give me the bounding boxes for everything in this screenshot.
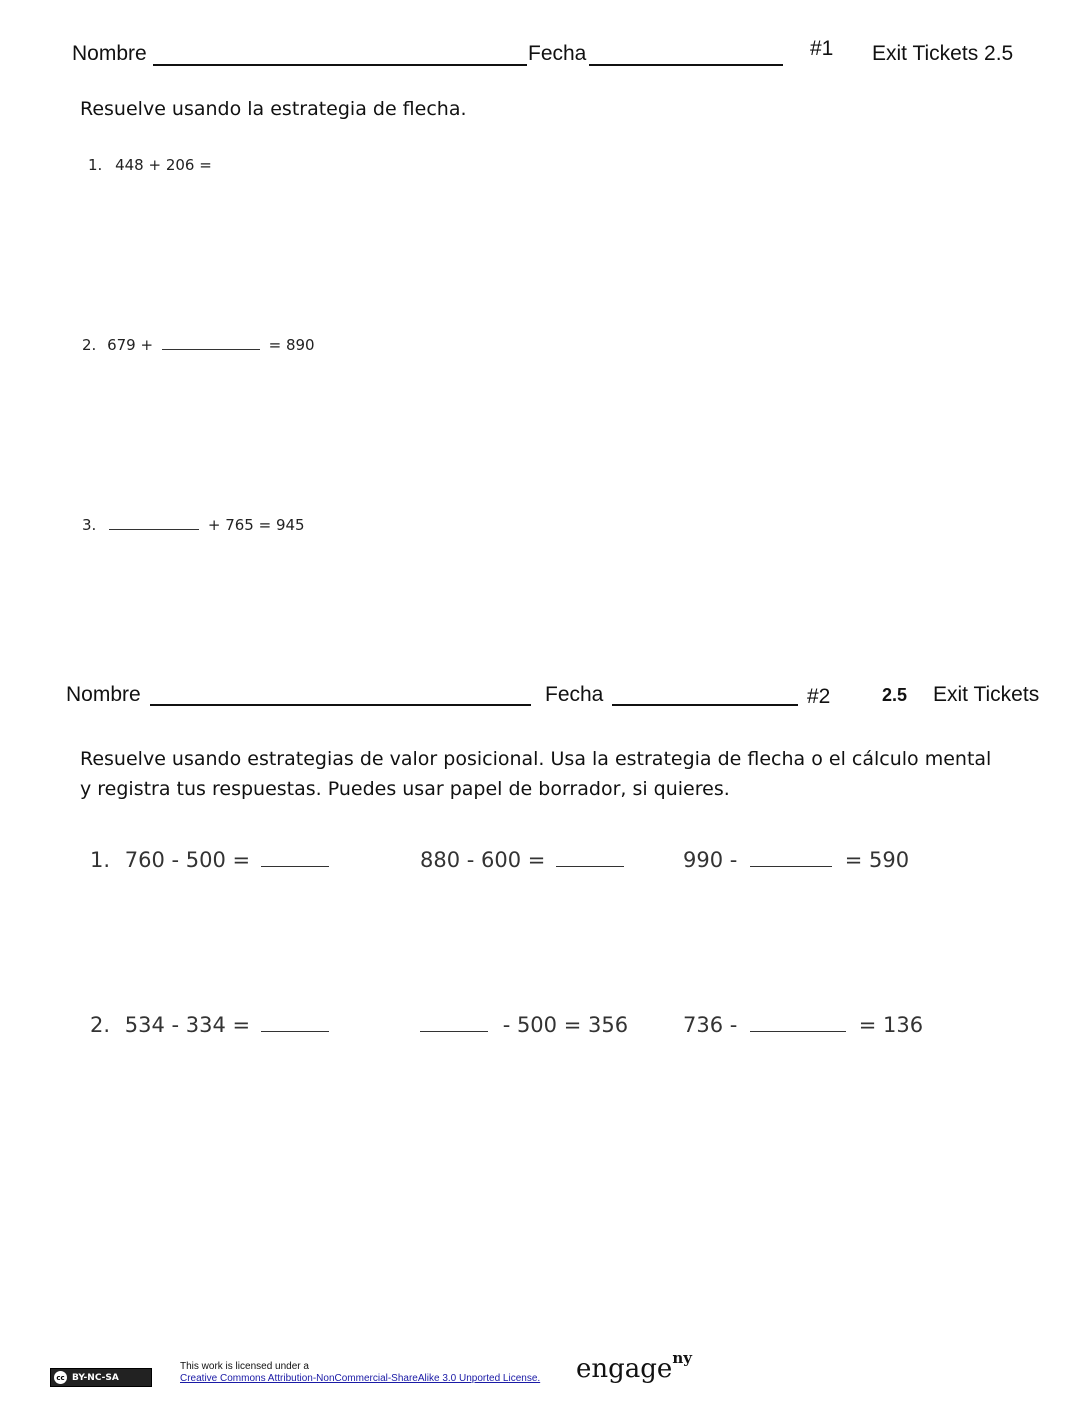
answer-blank[interactable] (750, 866, 832, 867)
ticket2-problem-1b (420, 848, 624, 872)
ticket2-instruction-line-1: Resuelve usando estrategias de valor posicional. Usa la estrategia de flecha o el cálculo mental (80, 748, 992, 770)
ticket2-lesson: 2.5 (882, 685, 908, 705)
ticket1-problem-3 (82, 516, 305, 534)
ticket1-problem-2 (82, 336, 315, 354)
problem-number: 1. (88, 156, 103, 174)
ticket1-instruction: Resuelve usando la estrategia de flecha. (80, 98, 467, 120)
ticket2-date-label: Fecha (545, 683, 604, 706)
creative-commons-badge[interactable] (50, 1368, 152, 1387)
answer-blank[interactable] (162, 349, 260, 350)
problem-number: 3. (82, 516, 97, 534)
problem-right: - 500 = 356 (502, 1013, 629, 1037)
problem-right: = 890 (268, 336, 315, 354)
problem-text: 880 - 600 = (420, 848, 546, 872)
ticket1-number: #1 (810, 37, 834, 60)
cc-icon: cc (54, 1371, 67, 1384)
engageny-logo (576, 1349, 692, 1384)
engageny-logo-main: engage (576, 1354, 673, 1384)
cc-badge-label: BY-NC-SA (72, 1372, 119, 1383)
problem-right: + 765 = 945 (207, 516, 305, 534)
ticket2-problem-2c (683, 1013, 923, 1037)
problem-text: 534 - 334 = (124, 1013, 251, 1037)
ticket2-date-line[interactable] (612, 704, 798, 706)
answer-blank[interactable] (556, 866, 624, 867)
ticket1-problem-1 (88, 156, 212, 174)
answer-blank[interactable] (261, 866, 329, 867)
answer-blank[interactable] (109, 529, 199, 530)
ticket2-problem-1a (90, 848, 329, 872)
ticket1-name-line[interactable] (153, 64, 527, 66)
problem-right: = 136 (858, 1013, 924, 1037)
ticket2-instruction-line-2: y registra tus respuestas. Puedes usar papel de borrador, si quieres. (80, 778, 730, 800)
problem-left: 679 + (107, 336, 154, 354)
ticket2-name-line[interactable] (150, 704, 531, 706)
problem-left: 990 - (683, 848, 738, 872)
problem-text: 760 - 500 = (124, 848, 251, 872)
ticket1-name-label: Nombre (72, 42, 147, 65)
ticket1-date-label: Fecha (528, 42, 587, 65)
ticket2-title: Exit Tickets (933, 683, 1040, 706)
ticket2-number: #2 (807, 685, 831, 708)
ticket2-problem-2b (420, 1013, 628, 1037)
ticket1-date-line[interactable] (589, 64, 783, 66)
problem-number: 2. (82, 336, 97, 354)
ticket1-title: Exit Tickets 2.5 (872, 42, 1014, 65)
problem-number: 1. (90, 848, 111, 872)
engageny-logo-sup: ny (672, 1349, 692, 1367)
ticket2-name-label: Nombre (66, 683, 141, 706)
problem-right: = 590 (844, 848, 910, 872)
ticket2-problem-1c (683, 848, 909, 872)
problem-text: 448 + 206 = (115, 156, 212, 174)
answer-blank[interactable] (750, 1031, 846, 1032)
answer-blank[interactable] (420, 1031, 488, 1032)
ticket2-problem-2a (90, 1013, 329, 1037)
license-text: This work is licensed under a (180, 1361, 309, 1372)
problem-number: 2. (90, 1013, 111, 1037)
license-link[interactable]: Creative Commons Attribution-NonCommercial-ShareAlike 3.0 Unported License. (180, 1373, 541, 1384)
problem-left: 736 - (683, 1013, 738, 1037)
answer-blank[interactable] (261, 1031, 329, 1032)
